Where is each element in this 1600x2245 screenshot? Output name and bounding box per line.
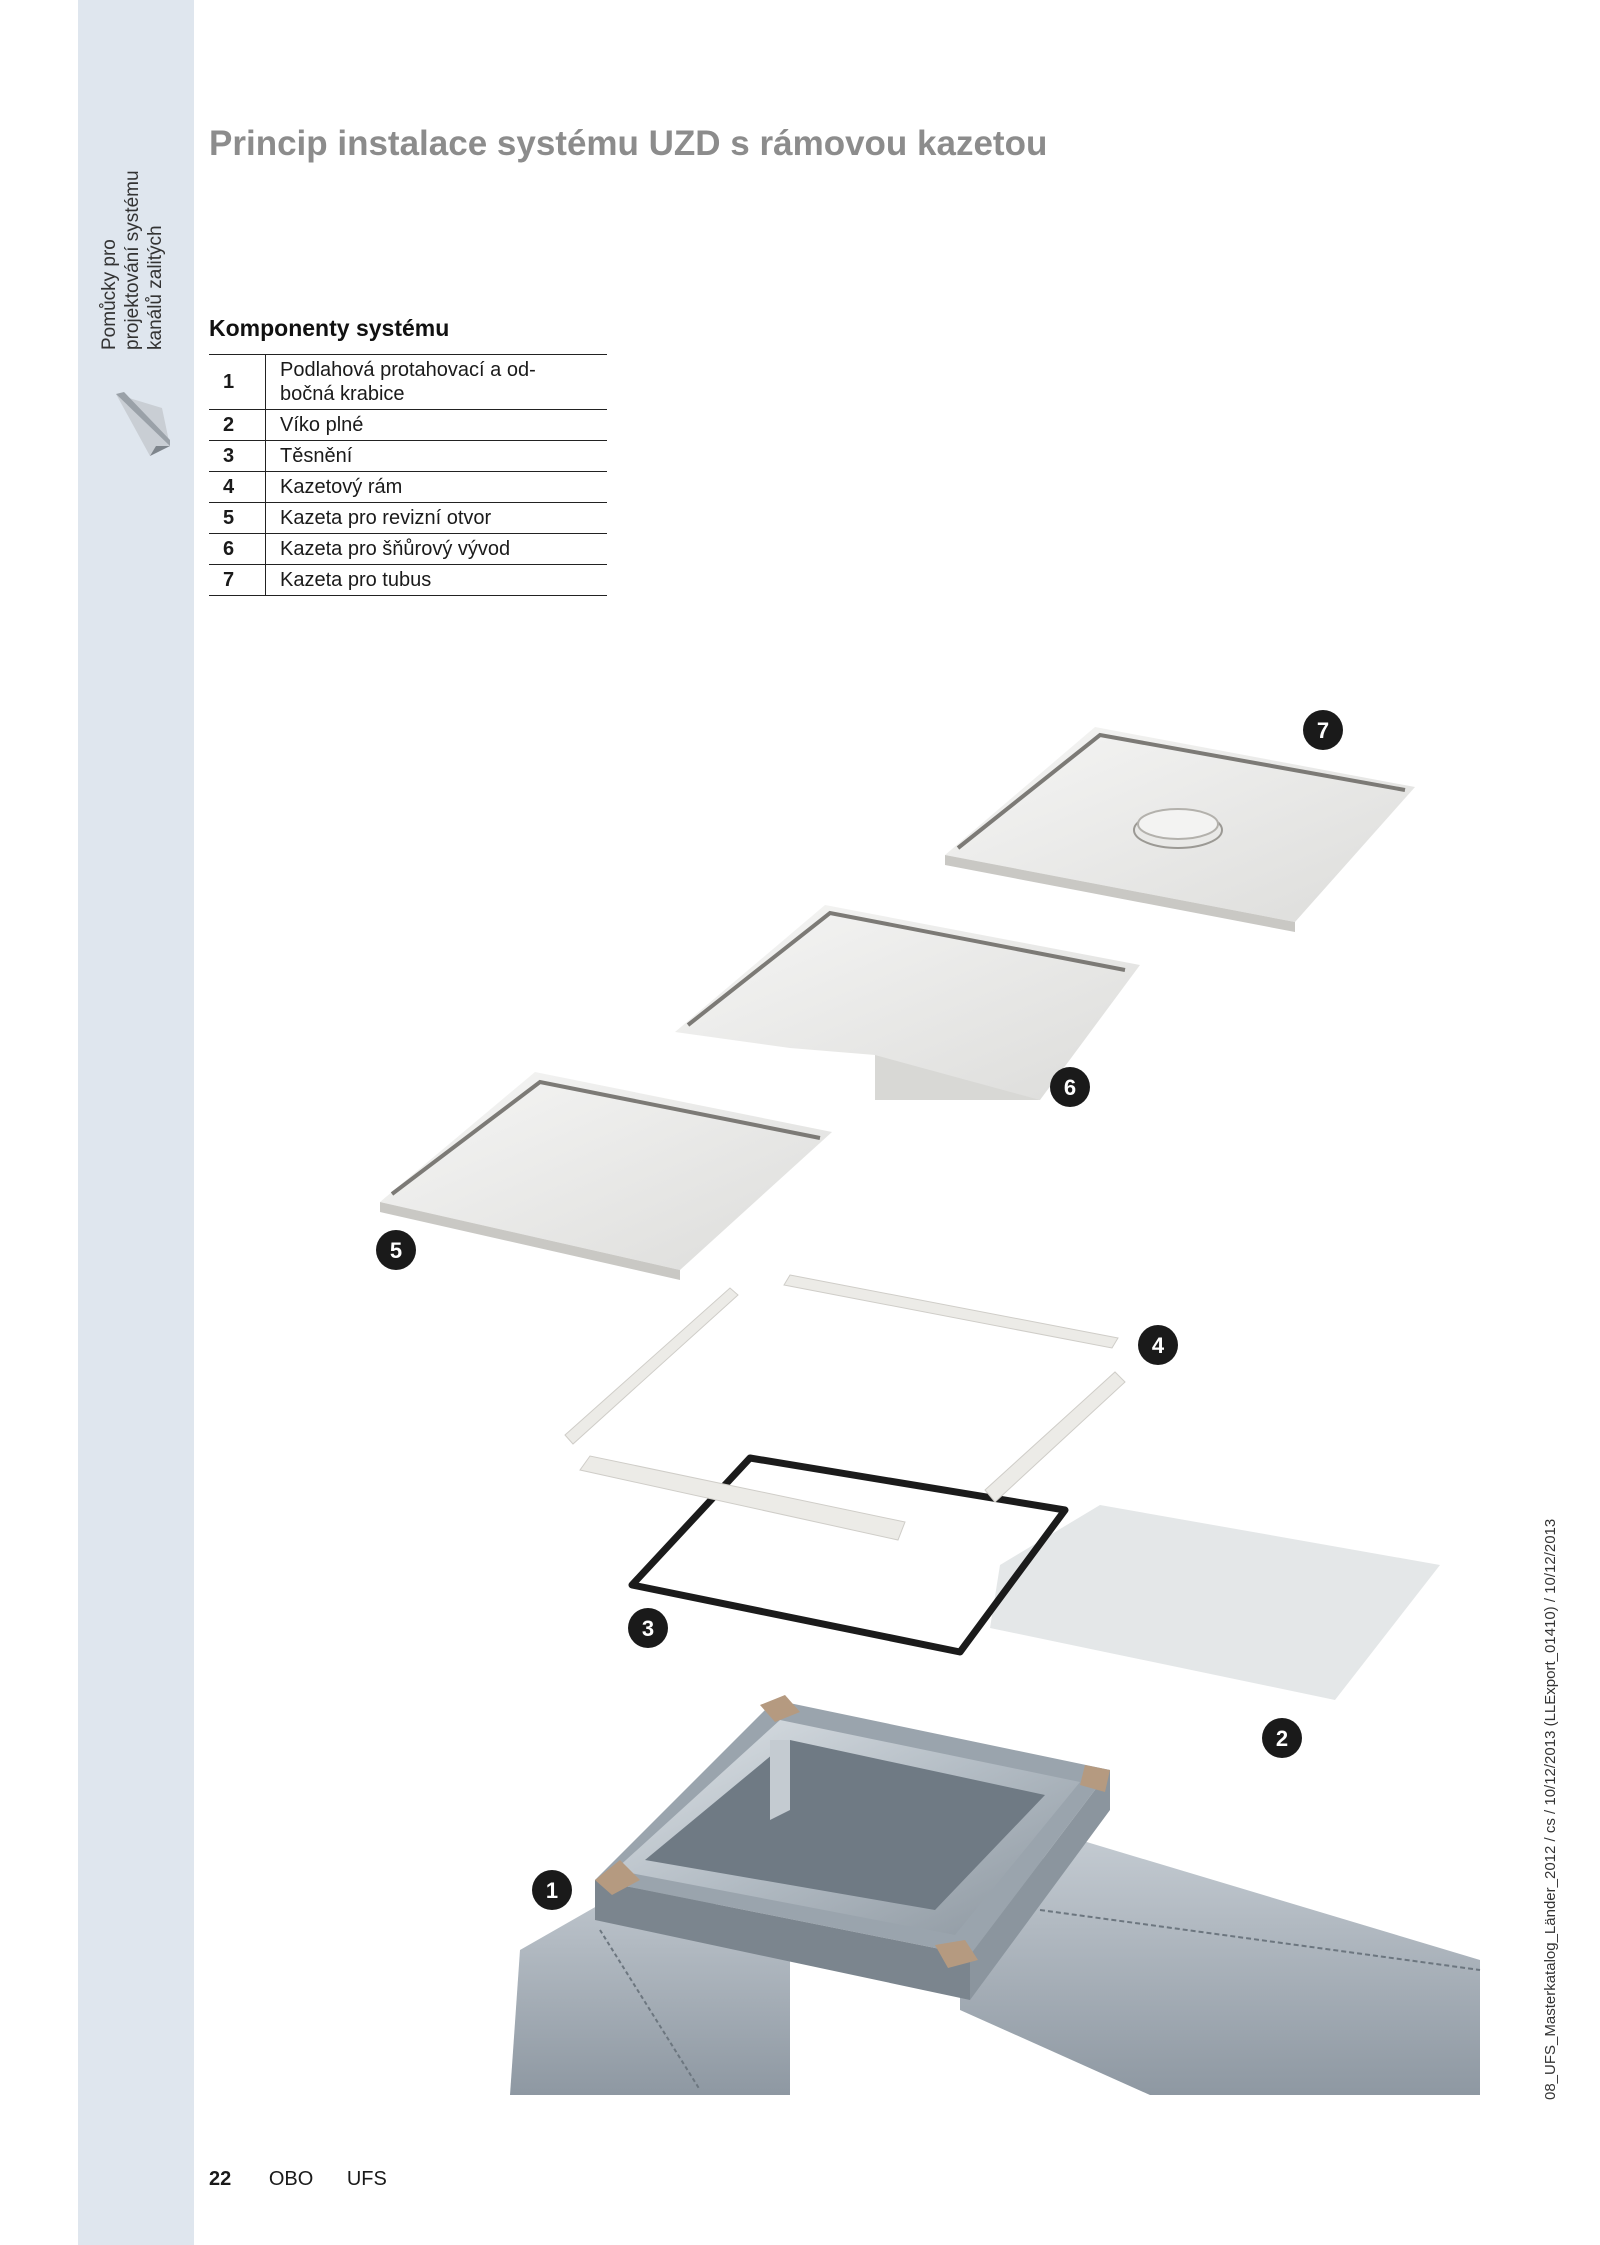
brand-name: OBO — [268, 2168, 314, 2190]
row-number: 1 — [209, 355, 266, 410]
table-row — [209, 503, 607, 534]
page-number: 22 — [209, 2168, 232, 2190]
page-footer — [209, 2168, 387, 2191]
solid-lid — [990, 1505, 1440, 1700]
section-name: UFS — [346, 2168, 387, 2190]
cassette-inspection-opening — [380, 1072, 832, 1280]
row-number: 4 — [209, 472, 266, 503]
row-label-line: Podlahová protahovací a od- — [280, 359, 536, 381]
marker-5 — [376, 1230, 416, 1270]
marker-6 — [1050, 1067, 1090, 1107]
marker-4 — [1138, 1325, 1178, 1365]
marker-6-label: 6 — [1063, 1075, 1077, 1100]
marker-3 — [628, 1608, 668, 1648]
marker-2-label: 2 — [1275, 1726, 1289, 1751]
marker-7 — [1303, 710, 1343, 750]
row-label: Těsnění — [266, 441, 608, 472]
marker-5-label: 5 — [389, 1238, 403, 1263]
sidebar-line-1: Pomůcky pro — [99, 239, 120, 350]
row-label: Kazetový rám — [266, 472, 608, 503]
cassette-frame-rails — [565, 1275, 1125, 1540]
page-title: Princip instalace systému UZD s rámovou kazetou — [209, 124, 1048, 163]
table-row — [209, 355, 607, 410]
marker-4-label: 4 — [1151, 1333, 1165, 1358]
table-row — [209, 534, 607, 565]
row-label: Kazeta pro tubus — [266, 565, 608, 596]
row-label-line: bočná krabice — [280, 383, 405, 405]
table-row — [209, 410, 607, 441]
row-label: Kazeta pro revizní otvor — [266, 503, 608, 534]
row-number: 2 — [209, 410, 266, 441]
duct-icon — [112, 390, 172, 460]
marker-1 — [532, 1870, 572, 1910]
marker-3-label: 3 — [641, 1616, 655, 1641]
sidebar-label — [98, 140, 180, 350]
components-heading: Komponenty systému — [209, 315, 450, 341]
row-number: 7 — [209, 565, 266, 596]
marker-1-label: 1 — [545, 1878, 559, 1903]
row-number: 5 — [209, 503, 266, 534]
components-table — [209, 354, 607, 596]
table-row — [209, 441, 607, 472]
row-number: 6 — [209, 534, 266, 565]
sidebar-line-3: kanálů zalitých — [145, 225, 166, 350]
catalog-export-code: 08_UFS_Masterkatalog_Länder_2012 / cs / 10/12/2013 (LLExport_01410) / 10/12/2013 — [1542, 1518, 1559, 2100]
row-label — [266, 355, 608, 410]
cassette-tubus — [945, 727, 1415, 932]
table-row — [209, 565, 607, 596]
row-number: 3 — [209, 441, 266, 472]
exploded-view-illustration — [360, 690, 1490, 2110]
sidebar-line-2: projektování systému — [122, 170, 143, 350]
marker-2 — [1262, 1718, 1302, 1758]
marker-7-label: 7 — [1316, 718, 1330, 743]
table-row — [209, 472, 607, 503]
row-label: Víko plné — [266, 410, 608, 441]
row-label: Kazeta pro šňůrový vývod — [266, 534, 608, 565]
